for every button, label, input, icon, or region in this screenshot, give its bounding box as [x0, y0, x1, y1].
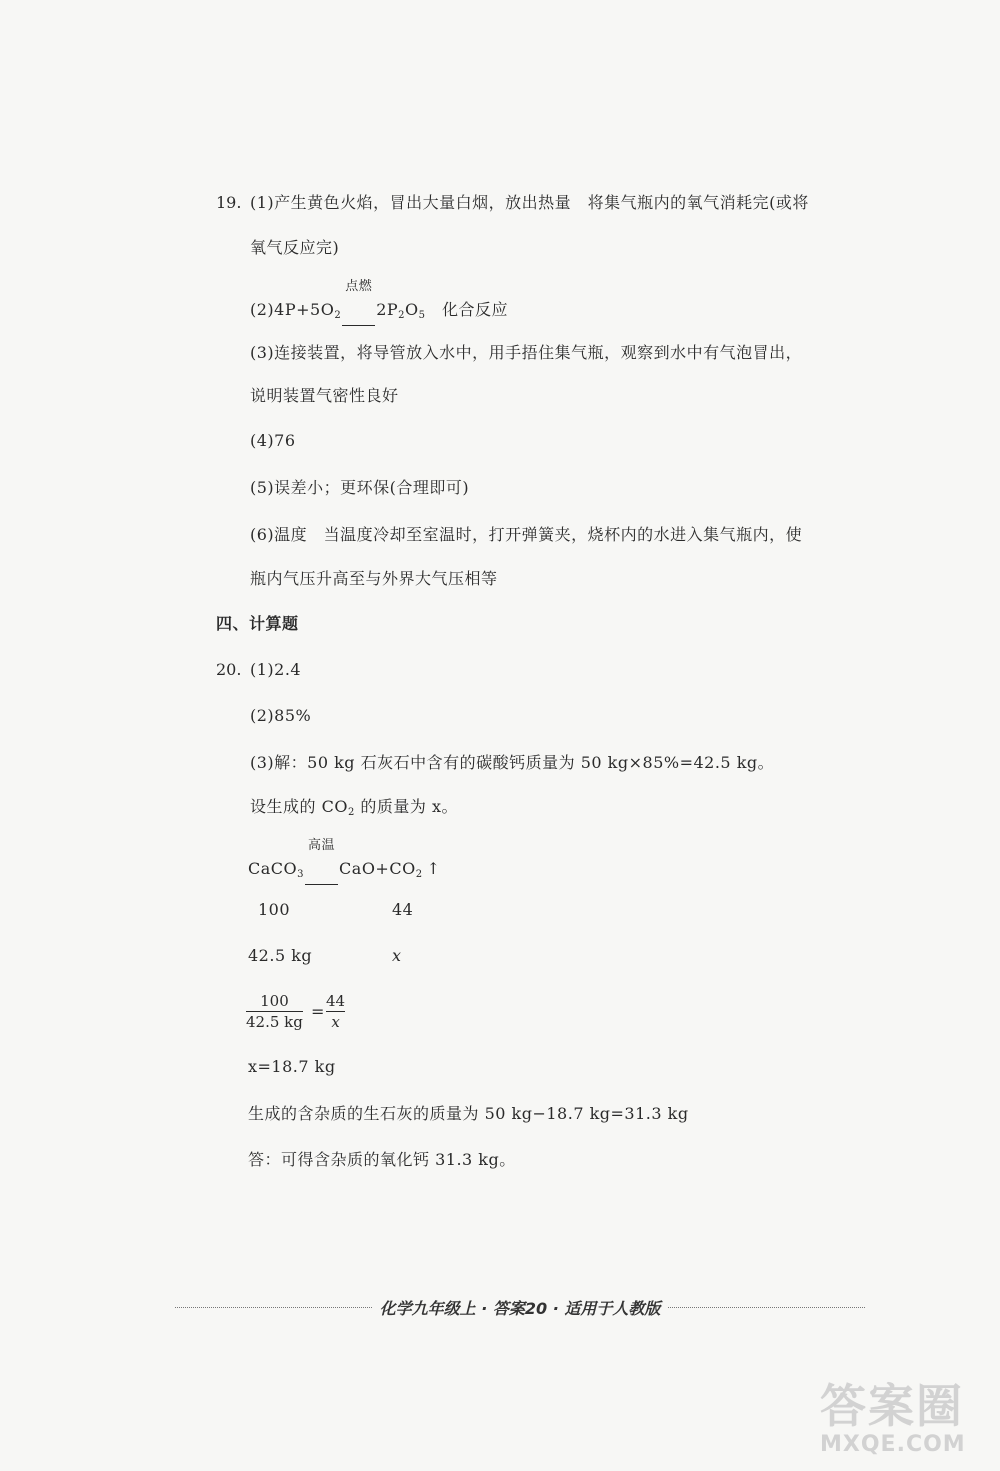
fraction-right [326, 992, 345, 1031]
question-20-number: 20. [216, 660, 242, 679]
q19-part3-line2: 说明装置气密性良好 [250, 386, 399, 405]
molar-mass-co2: 44 [392, 900, 414, 919]
q19-part6-line1: (6)温度 当温度冷却至室温时，打开弹簧夹，烧杯内的水进入集气瓶内，使 [250, 525, 803, 544]
q19-part2-equation [250, 279, 509, 326]
reaction-condition [305, 838, 338, 885]
footer-text: 化学九年级上 · 答案20 · 适用于人教版 [379, 1299, 661, 1318]
fraction-denominator: 42.5 kg [246, 1013, 303, 1031]
eq-product: CaO+CO [339, 859, 416, 878]
fraction-left [246, 992, 303, 1031]
watermark-title: 答案圈 [820, 1379, 964, 1433]
assumption-pre: 设生成的 CO [250, 797, 348, 816]
eq-reactants: (2)4P+5O [250, 300, 335, 319]
q19-part4: (4)76 [250, 431, 296, 450]
q20-answer: 答：可得含杂质的氧化钙 31.3 kg。 [248, 1150, 516, 1169]
given-mass-caco3: 42.5 kg [248, 946, 313, 965]
fraction-numerator: 100 [260, 992, 289, 1010]
section-heading: 四、计算题 [216, 614, 299, 633]
eq-sub: 2 [415, 869, 423, 880]
reaction-condition [342, 279, 375, 326]
molar-mass-caco3: 100 [258, 900, 291, 919]
eq-sub: 3 [297, 869, 305, 880]
footer-dotted-rule [175, 1307, 372, 1308]
q20-part3: (3)解：50 kg 石灰石中含有的碳酸钙质量为 50 kg×85%=42.5 kg。 [250, 753, 775, 772]
watermark-url: MXQE.COM [820, 1432, 966, 1457]
eq-product-o: O [405, 300, 419, 319]
eq-product: 2P [376, 300, 399, 319]
equation-bar [305, 884, 338, 885]
q20-quicklime-mass: 生成的含杂质的生石灰的质量为 50 kg−18.7 kg=31.3 kg [248, 1104, 689, 1123]
q19-part1-line1: (1)产生黄色火焰，冒出大量白烟，放出热量 将集气瓶内的氧气消耗完(或将 [250, 193, 809, 212]
fraction-bar [246, 1011, 303, 1012]
gas-arrow-icon: ↑ [426, 859, 441, 878]
q20-result: x=18.7 kg [248, 1057, 336, 1076]
q20-part1: (1)2.4 [250, 660, 302, 679]
reaction-type: 化合反应 [425, 300, 509, 319]
q20-part2: (2)85% [250, 706, 312, 725]
eq-sub: 2 [334, 310, 342, 321]
question-19-number: 19. [216, 193, 242, 212]
q20-assumption [250, 797, 458, 823]
page-footer [175, 1296, 865, 1319]
eq-reactant: CaCO [248, 859, 298, 878]
assumption-post: 的质量为 x。 [354, 797, 459, 816]
q20-equation [248, 838, 441, 885]
watermark-logo [820, 1370, 966, 1457]
eq-sub: 2 [347, 807, 355, 818]
eq-sub: 2 [398, 310, 406, 321]
unknown-mass-co2: x [392, 946, 402, 965]
fraction-numerator: 44 [326, 992, 346, 1010]
fraction-denominator: x [331, 1013, 340, 1031]
equation-bar [342, 325, 375, 326]
q19-part6-line2: 瓶内气压升高至与外界大气压相等 [250, 569, 498, 588]
q19-part1-line2: 氧气反应完) [250, 238, 340, 257]
q19-part5: (5)误差小；更环保(合理即可) [250, 478, 470, 497]
condition-label: 高温 [308, 838, 336, 853]
fraction-equals: = [311, 1002, 325, 1021]
q19-part3-line1: (3)连接装置，将导管放入水中，用手捂住集气瓶，观察到水中有气泡冒出， [250, 343, 803, 362]
condition-label: 点燃 [345, 279, 373, 294]
eq-sub: 5 [418, 310, 426, 321]
fraction-bar [326, 1011, 345, 1012]
footer-dotted-rule [668, 1307, 865, 1308]
